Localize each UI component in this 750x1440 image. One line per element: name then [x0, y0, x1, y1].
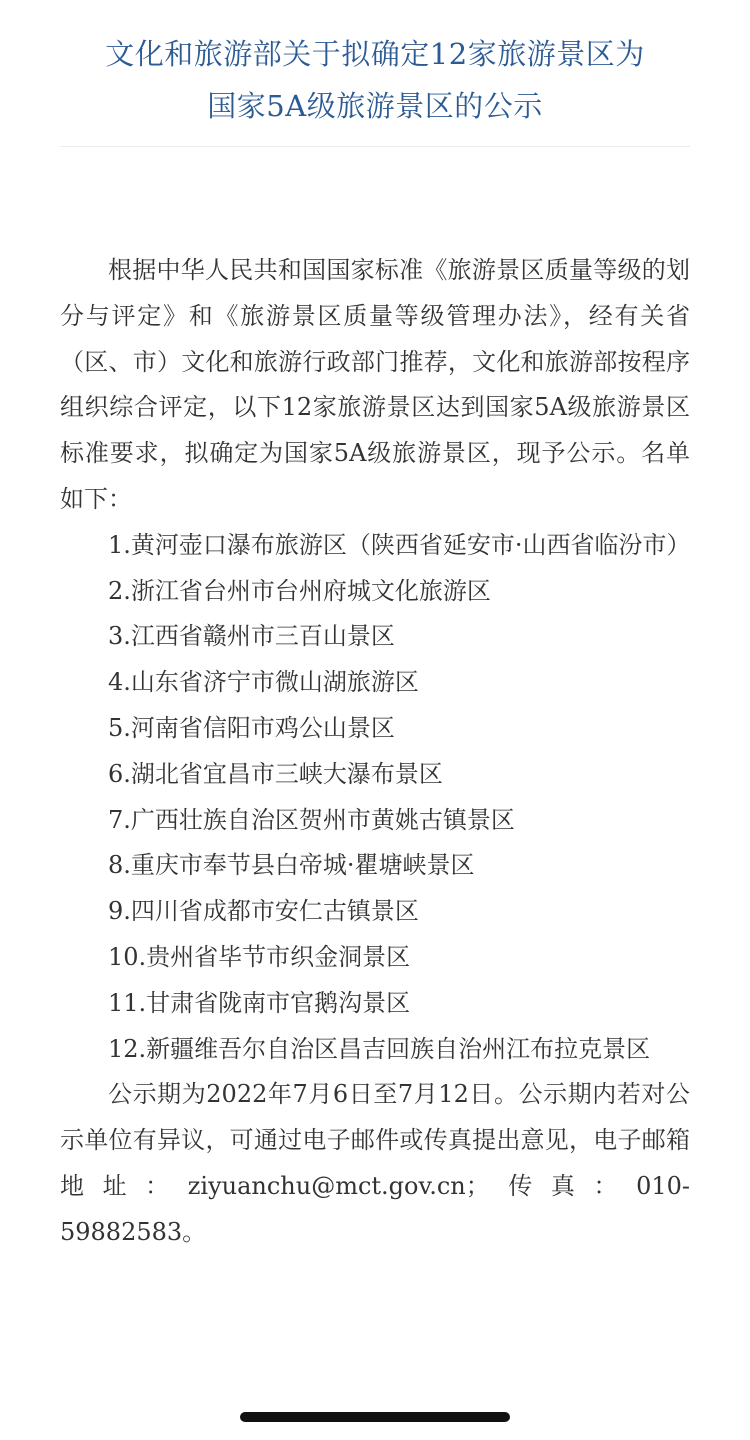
list-item: 8.重庆市奉节县白帝城·瞿塘峡景区	[108, 851, 475, 880]
list-item: 9.四川省成都市安仁古镇景区	[108, 897, 419, 926]
article-header	[60, 28, 690, 132]
home-indicator[interactable]	[240, 1412, 510, 1422]
list-item: 10.贵州省毕节市织金洞景区	[108, 942, 411, 971]
list-item: 6.湖北省宜昌市三峡大瀑布景区	[108, 759, 443, 788]
page-title-line-2: 国家5A级旅游景区的公示	[207, 89, 543, 123]
intro-paragraph: 根据中华人民共和国国家标准《旅游景区质量等级的划分与评定》和《旅游景区质量等级管理办法》，经有关省（区、市）文化和旅游行政部门推荐，文化和旅游部按程序组织综合评定，以下12家旅游景区达到国家5A级旅游景区标准要求，拟确定为国家5A级旅游景区，现予公示。名单如下：	[60, 256, 690, 513]
list-item: 3.江西省赣州市三百山景区	[108, 622, 395, 651]
list-item: 5.河南省信阳市鸡公山景区	[108, 713, 395, 742]
scenic-area-list	[60, 523, 690, 1073]
list-item: 2.浙江省台州市台州府城文化旅游区	[108, 576, 491, 605]
list-item: 1.黄河壶口瀑布旅游区（陕西省延安市·山西省临汾市）	[108, 530, 691, 559]
list-item: 4.山东省济宁市微山湖旅游区	[108, 668, 419, 697]
list-item: 7.广西壮族自治区贺州市黄姚古镇景区	[108, 805, 515, 834]
article-body	[60, 248, 690, 1256]
closing-paragraph: 公示期为2022年7月6日至7月12日。公示期内若对公示单位有异议，可通过电子邮件或传真提出意见，电子邮箱地址：ziyuanchu@mct.gov.cn；传真：010-59882583。	[60, 1080, 690, 1246]
page-title-line-1: 文化和旅游部关于拟确定12家旅游景区为	[105, 37, 645, 71]
list-item: 11.甘肃省陇南市官鹅沟景区	[108, 988, 411, 1017]
header-divider	[60, 146, 690, 147]
list-item: 12.新疆维吾尔自治区昌吉回族自治州江布拉克景区	[108, 1034, 651, 1063]
